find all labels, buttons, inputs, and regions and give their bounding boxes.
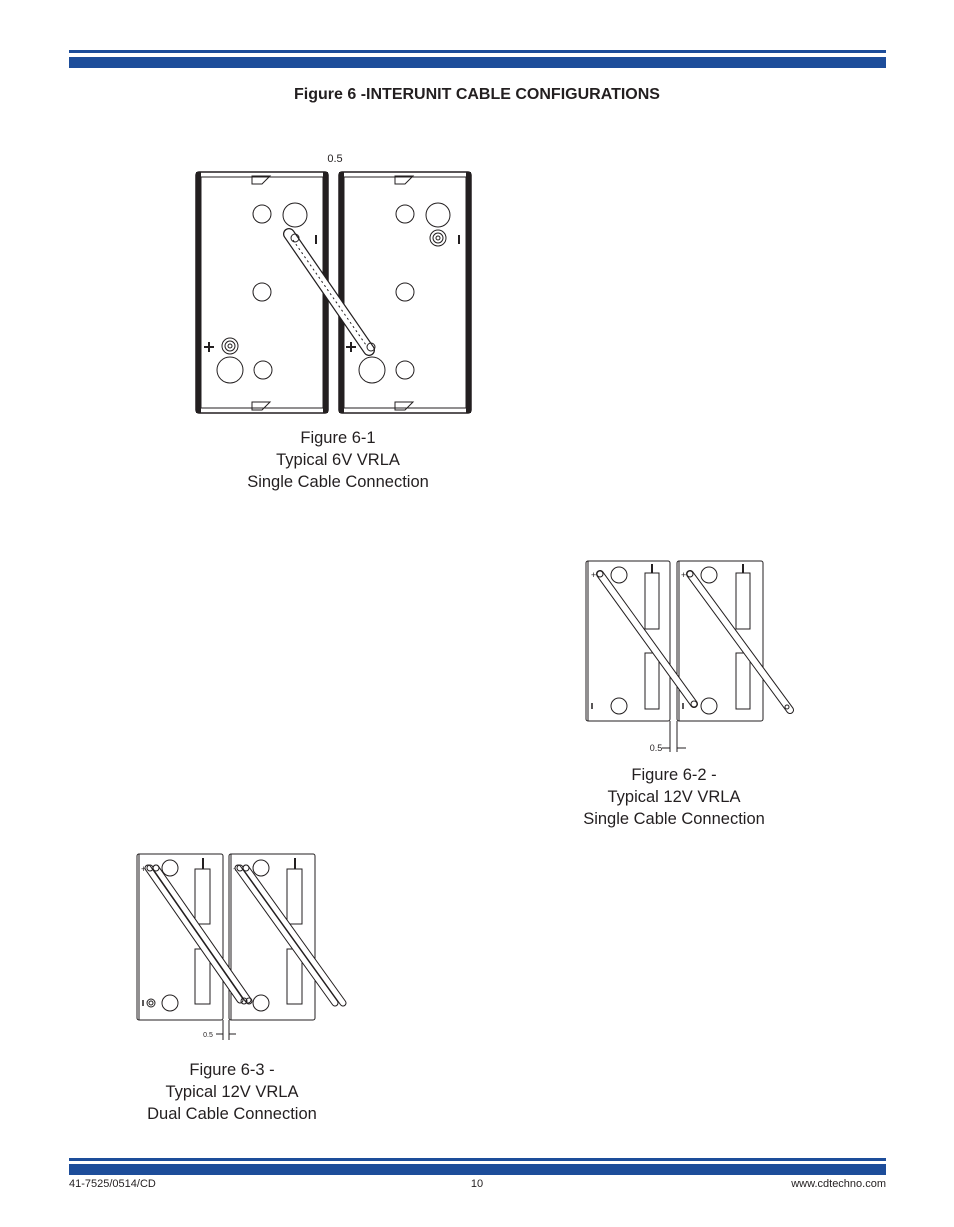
interunit-cable-6-2: [597, 571, 697, 707]
caption-6-3-line-1: Figure 6-3 -: [189, 1061, 275, 1079]
gap-label-6-3: 0.5: [203, 1032, 213, 1039]
gap-label-6-2: 0.5: [649, 743, 663, 753]
gap-dimension-6-3: [216, 1020, 236, 1040]
gap-dimension-6-2: [662, 721, 686, 752]
caption-6-3: [102, 1059, 362, 1125]
header-rule-thick: [69, 57, 886, 68]
figure-title: Figure 6 -INTERUNIT CABLE CONFIGURATIONS: [294, 86, 660, 103]
caption-6-1-line-3: Single Cable Connection: [247, 473, 429, 491]
caption-6-2-line-3: Single Cable Connection: [583, 810, 765, 828]
document-number: 41-7525/0514/CD: [69, 1178, 156, 1190]
caption-6-1-line-2: Typical 6V VRLA: [276, 451, 400, 469]
caption-6-2-line-1: Figure 6-2 -: [631, 766, 717, 784]
page-number: 10: [470, 1178, 484, 1190]
figure-6-1-diagram: [190, 148, 480, 420]
battery-12v-left-6-3: [137, 854, 223, 1020]
terminal-lead-6-2: [687, 571, 790, 710]
caption-6-1: [208, 427, 468, 493]
figure-6-3-diagram: [130, 846, 355, 1044]
svg-text:+: +: [681, 570, 687, 580]
interunit-cable-6-1: [289, 234, 375, 351]
svg-text:+: +: [141, 864, 147, 874]
terminal-leads-dual-6-3: [237, 865, 343, 1003]
footer-rule-thick: [69, 1164, 886, 1175]
header-rule-thin: [69, 50, 886, 53]
battery-12v-left-6-2: [586, 561, 670, 721]
interunit-cables-dual-6-3: [147, 865, 252, 1004]
svg-text:+: +: [591, 570, 597, 580]
battery-6v-left: [196, 172, 328, 413]
gap-label-6-1: 0.5: [327, 153, 343, 165]
caption-6-3-line-2: Typical 12V VRLA: [165, 1083, 299, 1101]
caption-6-3-line-3: Dual Cable Connection: [147, 1105, 317, 1123]
svg-text:+: +: [233, 864, 239, 874]
caption-6-2-line-2: Typical 12V VRLA: [607, 788, 741, 806]
battery-6v-right: [339, 172, 471, 413]
caption-6-1-line-1: Figure 6-1: [300, 429, 376, 447]
figure-6-2-diagram: [580, 552, 800, 757]
website-url: www.cdtechno.com: [791, 1178, 886, 1190]
caption-6-2: [544, 764, 804, 830]
footer-rule-thin: [69, 1158, 886, 1161]
